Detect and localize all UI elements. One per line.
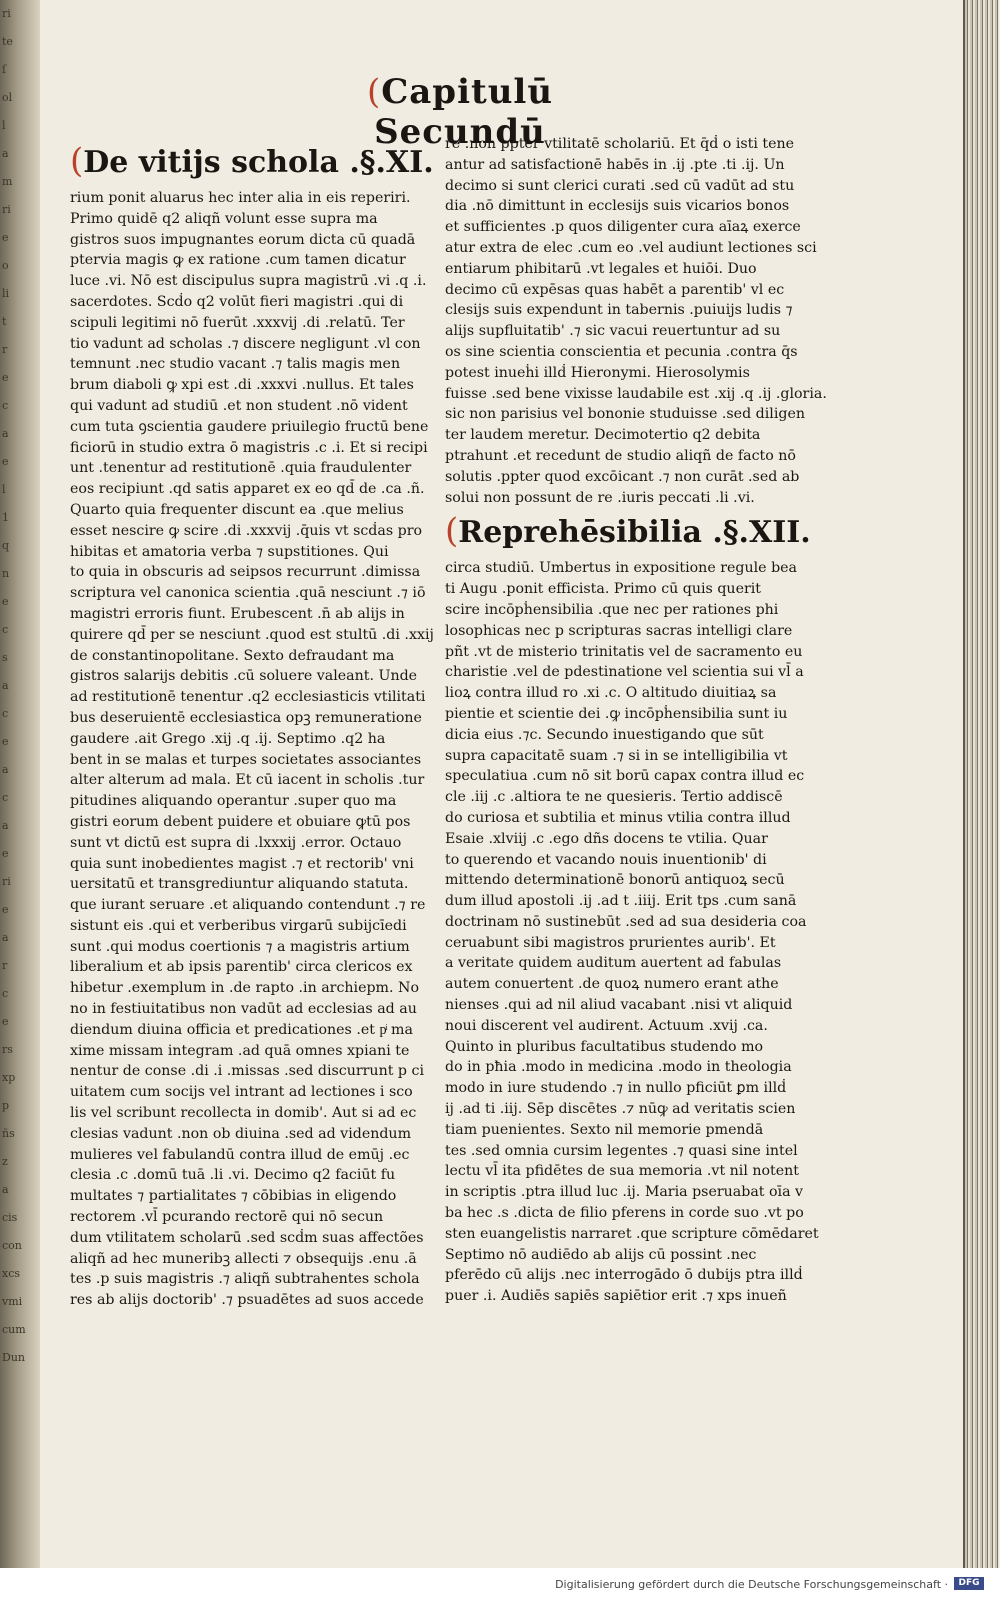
facing-page-fragment [2, 0, 38, 1560]
text-line: speculatiua .cum nō sit borū capax contra illud ec [445, 768, 805, 785]
text-line: gistri eorum debent puidere et obuiare ꝙtū pos [70, 813, 411, 830]
spine-fragment: m [2, 175, 13, 188]
spine-fragment: xp [2, 1071, 16, 1084]
text-line: doctrinam nō sustinebūt .sed ad sua desideria coa [445, 913, 807, 930]
text-line: sunt vt dictū est supra di .lxxxij .error. Octauo [70, 834, 402, 851]
text-line: magistri erroris fiunt. Erubescent .n̄ ab alijs in [70, 605, 405, 622]
text-line: scire incōpḣensibilia .que nec per rationes phi [445, 601, 779, 618]
text-line: aliqñ ad hec muneribꝫ allecti ⁊ obsequijs .enu .ā [70, 1250, 417, 1267]
text-line: xime missam integram .ad quā omnes xpiani te [70, 1042, 410, 1059]
spine-fragment: t [2, 315, 7, 328]
spine-fragment: p [2, 1099, 10, 1112]
spine-fragment: a [2, 1183, 9, 1196]
text-line: sten euangelistis narraret .que scripture cōmēdaret [445, 1225, 819, 1242]
text-line: tio vadunt ad scholas .⁊ discere negligunt .vl con [70, 335, 421, 352]
text-line: lis vel scribunt recollecta in domib'. Aut si ad ec [70, 1105, 417, 1122]
spine-fragment: a [2, 147, 9, 160]
spine-fragment: te [2, 35, 13, 48]
text-line: ter laudem meretur. Decimotertio q2 debita [445, 427, 761, 444]
text-line: gaudere .ait Grego .xij .q .ij. Septimo .q2 ha [70, 730, 386, 747]
text-line: Esaie .xlviij .c .ego dñs docens te vtilia. Quar [445, 830, 768, 847]
spine-fragment: e [2, 847, 9, 860]
text-line: ficiorū in studio extra ō magistris .c .i. Et si recipi [70, 439, 428, 456]
text-line: charistie .vel de pdestinatione vel scientia sui vl̄ a [445, 664, 804, 681]
text-line: gistros suos impugnantes eorum dicta cū quadā [70, 231, 416, 248]
right-column-text-top [445, 134, 827, 508]
spine-fragment: ſ [2, 63, 7, 76]
text-line: noui discerent vel audirent. Actuum .xvij .ca. [445, 1017, 768, 1034]
right-column-text-bottom [445, 558, 819, 1307]
text-line: cle .iij .c .altiora te ne quesieris. Tertio addiscē [445, 789, 783, 806]
spine-fragment: o [2, 259, 9, 272]
running-head-text: Capitulū Secundū [374, 72, 554, 152]
spine-fragment: ri [2, 203, 11, 216]
text-line: esset nescire ꝙ scire .di .xxxvij .q̄uis vt scḋas pro [70, 522, 423, 539]
spine-fragment: e [2, 455, 9, 468]
spine-fragment: vmi [2, 1295, 23, 1308]
text-line: unt .tenentur ad restitutionē .quia fraudulenter [70, 460, 412, 477]
text-line: tiam puenientes. Sexto nil memorie pmendā [445, 1121, 764, 1138]
text-line: lectu vl̄ ita pfidētes de sua memoria .vt nil notent [445, 1163, 799, 1180]
text-line: mulieres vel fabulandū contra illud de emūj .ec [70, 1146, 410, 1163]
page-edges [963, 0, 999, 1580]
right-column [445, 134, 827, 1307]
footer-bar [0, 1568, 1000, 1599]
text-line: no in festiuitatibus non vadūt ad ecclesias ad au [70, 1001, 417, 1018]
spine-fragment: cis [2, 1211, 18, 1224]
text-line: ceruabunt sibi magistros prurientes aurib'. Et [445, 934, 776, 951]
text-line: pferēdo cū alijs .nec interrogādo ō dubijs ptra illḋ [445, 1267, 803, 1284]
spine-fragment: c [2, 399, 9, 412]
text-line: do curiosa et subtilia et minus vtilia contra illud [445, 809, 791, 826]
spine-fragment: Dun [2, 1351, 25, 1364]
section-heading-xii: (Reprehēsibilia .§.XII. [445, 511, 811, 552]
text-line: tes .p suis magistris .⁊ aliqñ subtrahentes schola [70, 1271, 420, 1288]
spine-fragment: rs [2, 1043, 13, 1056]
text-line: puer .i. Audiēs sapiēs sapiētior erit .⁊ xps inueñ [445, 1288, 787, 1305]
book-gutter [0, 0, 40, 1599]
text-line: sistunt eis .qui et verberibus virgarū subijcīedi [70, 917, 407, 934]
text-line: Primo quidē q2 aliqñ volunt esse supra ma [70, 210, 378, 227]
text-line: a veritate quidem auditum auertent ad fabulas [445, 955, 782, 972]
spine-fragment: e [2, 595, 9, 608]
text-line: modo in iure studendo .⁊ in nullo pficiūt ꝑm illḋ [445, 1080, 787, 1097]
text-line: losophicas nec p scripturas sacras intelligi clare [445, 622, 793, 639]
text-line: dum vtilitatem scholarū .sed scḋm suas affectões [70, 1229, 424, 1246]
text-line: pitudines aliquando operantur .super quo ma [70, 793, 397, 810]
spine-fragment: ñs [2, 1127, 15, 1140]
text-line: re .non ppter vtilitatē scholariū. Et q̄ḋ o isti tene [445, 136, 795, 152]
text-line: Quinto in pluribus facultatibus studendo mo [445, 1038, 764, 1055]
text-line: temnunt .nec studio vacant .⁊ talis magis men [70, 356, 401, 373]
rubric-paragraph-mark: ( [445, 511, 459, 552]
left-column [70, 138, 434, 1311]
text-line: sic non parisius vel bononie studuisse .sed diligen [445, 406, 805, 423]
text-line: tes .sed omnia cursim legentes .⁊ quasi sine intel [445, 1142, 798, 1159]
text-line: supra capacitatē suam .⁊ si in se intelligibilia vt [445, 747, 788, 764]
text-line: dia .nō dimittunt in ecclesijs suis vicarios bonos [445, 198, 790, 215]
text-line: liberalium et ab ipsis parentib' circa clericos ex [70, 959, 413, 976]
text-line: alter alterum ad mala. Et cū iacent in scholis .tur [70, 772, 425, 789]
text-line: decimo cū expēsas quas habēt a parentib' vl ec [445, 281, 785, 298]
text-line: de constantinopolitane. Sexto defraudant ma [70, 647, 395, 664]
text-line: quia sunt inobedientes magist .⁊ et rectorib' vni [70, 855, 414, 872]
text-line: que iurant seruare .et aliquando contendunt .⁊ re [70, 897, 426, 914]
text-line: ad restitutionē tenentur .q2 ecclesiasticis vtilitati [70, 689, 426, 706]
spine-fragment: a [2, 931, 9, 944]
spine-fragment: a [2, 679, 9, 692]
text-line: ba hec .s .dicta de filio pferens in corde suo .vt po [445, 1205, 804, 1222]
spine-fragment: ri [2, 875, 11, 888]
spine-fragment: a [2, 427, 9, 440]
text-line: eos recipiunt .qd satis apparet ex eo qd̄ de .ca .ñ. [70, 481, 425, 498]
spine-fragment: n [2, 567, 10, 580]
text-line: pientie et scientie dei .ꝙ incōpḣensibilia sunt iu [445, 705, 788, 722]
spine-fragment: a [2, 763, 9, 776]
rubric-paragraph-mark: ( [366, 72, 382, 112]
text-line: scriptura vel canonica scientia .quā nesciunt .⁊ iō [70, 585, 426, 602]
spine-fragment: c [2, 791, 9, 804]
text-line: nentur de conse .di .i .missas .sed discurrunt p ci [70, 1063, 424, 1080]
text-line: bus deseruientē ecclesiastica opꝫ remuneratione [70, 709, 422, 726]
text-line: atur extra de elec .cum eo .vel audiunt lectiones sci [445, 239, 817, 256]
text-line: sunt .qui modus coertionis ⁊ a magistris artium [70, 938, 410, 955]
spine-fragment: c [2, 707, 9, 720]
text-line: rectorem .vl̄ pcurando rectorē qui nō secun [70, 1209, 384, 1226]
text-line: mittendo determinationē bonorū antiquoꝝ secū [445, 872, 785, 889]
text-line: circa studiū. Umbertus in expositione regule bea [445, 560, 797, 577]
text-line: sacerdotes. Scḋo q2 volūt fieri magistri .qui di [70, 293, 404, 310]
spine-fragment: r [2, 343, 8, 356]
text-line: cum tuta ꝯscientia gaudere priuilegio fructū bene [70, 418, 429, 435]
spine-fragment: con [2, 1239, 22, 1252]
text-line: multates ⁊ partialitates ⁊ cōbibias in eligendo [70, 1188, 397, 1205]
text-line: solutis .ppter quod excōicant .⁊ non curāt .sed ab [445, 468, 800, 485]
text-line: res ab alijs doctorib' .⁊ psuadētes ad suos accede [70, 1292, 424, 1309]
text-line: uitatem cum socijs vel intrant ad lectiones i sco [70, 1084, 413, 1101]
funding-credit: Digitalisierung gefördert durch die Deutsche Forschungsgemeinschaft · [555, 1578, 948, 1591]
text-line: pñt .vt de misterio trinitatis vel de sacramento eu [445, 643, 803, 660]
text-line: uersitatū et transgrediuntur aliquando statuta. [70, 876, 409, 893]
text-line: alijs supfluitatib' .⁊ sic vacui reuertuntur ad su [445, 323, 781, 340]
text-line: Quarto quia frequenter discunt ea .que melius [70, 501, 404, 518]
spine-fragment: r [2, 959, 8, 972]
text-line: clesia .c .domū tuā .li .vi. Decimo q2 faciūt fu [70, 1167, 396, 1184]
text-line: to quia in obscuris ad seipsos recurrunt .dimissa [70, 564, 421, 581]
spine-fragment: e [2, 903, 9, 916]
text-line: quirere qd̄ per se nesciunt .quod est stultū .di .xxij [70, 626, 434, 643]
text-line: autem conuertent .de quoꝝ numero erant athe [445, 976, 779, 993]
spine-fragment: 1 [2, 511, 9, 524]
spine-fragment: e [2, 371, 9, 384]
spine-fragment: l [2, 483, 6, 496]
spine-fragment: ri [2, 7, 11, 20]
text-line: solui non possunt de re .iuris peccati .li .vi. [445, 489, 755, 506]
text-line: scipuli legitimi nō fuerūt .xxxvij .di .relatū. Ter [70, 314, 405, 331]
text-line: Septimo nō audiēdo ab alijs cū possint .nec [445, 1246, 757, 1263]
text-line: dum illud apostoli .ij .ad t .iiij. Erit tps .cum sanā [445, 893, 797, 910]
spine-fragment: c [2, 623, 9, 636]
text-line: ti Augu .ponit efficista. Primo cū quis querit [445, 581, 761, 598]
text-line: ptervia magis ꝙ ex ratione .cum tamen dicatur [70, 252, 406, 269]
text-line: potest inueḣi illḋ Hieronymi. Hierosolymis [445, 364, 750, 381]
rubric-paragraph-mark: ( [70, 141, 84, 181]
spine-fragment: e [2, 1015, 9, 1028]
dfg-logo: DFG [954, 1577, 984, 1590]
text-line: os sine scientia conscientia et pecunia .contra q̄s [445, 343, 798, 360]
text-line: decimo si sunt clerici curati .sed cū vadūt ad stu [445, 177, 795, 194]
left-column-text [70, 188, 434, 1311]
text-line: dicia eius .⁊c. Secundo inuestigando que sūt [445, 726, 764, 743]
spine-fragment: q [2, 539, 10, 552]
text-line: fuisse .sed bene vixisse laudabile est .xij .q .ij .gloria. [445, 385, 827, 402]
text-line: diendum diuina officia et predicationes .et pͥ ma [70, 1021, 413, 1038]
text-line: do in pħia .modo in medicina .modo in theologia [445, 1059, 792, 1076]
text-line: qui vadunt ad studiū .et non student .nō vident [70, 397, 408, 414]
text-line: lioꝝ contra illud ro .xi .c. O altitudo diuitiaꝝ sa [445, 685, 777, 702]
text-line: clesijs suis expendunt in tabernis .puiuijs ludis ⁊ [445, 302, 793, 319]
spine-fragment: li [2, 287, 10, 300]
text-line: ij .ad ti .iij. Sēp discētes .⁊ nūꝙ ad veritatis scien [445, 1101, 796, 1118]
spine-fragment: e [2, 231, 9, 244]
text-line: antur ad satisfactionē habēs in .ij .pte .ti .ij. Un [445, 156, 785, 173]
text-line: to querendo et vacando nouis inuentionib' di [445, 851, 767, 868]
text-line: rium ponit aluarus hec inter alia in eis reperiri. [70, 190, 411, 206]
spine-fragment: s [2, 651, 8, 664]
text-line: bent in se malas et turpes societates associantes [70, 751, 422, 768]
text-line: clesias vadunt .non ob diuina .sed ad videndum [70, 1125, 412, 1142]
text-line: in scriptis .ptra illud luc .ij. Maria pseruabat oīa v [445, 1184, 804, 1201]
text-line: hibitas et amatoria verba ⁊ supstitiones. Qui [70, 543, 389, 560]
text-line: brum diaboli ꝙ xpi est .di .xxxvi .nullus. Et tales [70, 377, 414, 394]
spine-fragment: cum [2, 1323, 26, 1336]
text-line: nienses .qui ad nil aliud vacabant .nisi vt aliquid [445, 997, 793, 1014]
section-heading-xi: (De vitijs schola .§.XI. [70, 141, 434, 181]
spine-fragment: ol [2, 91, 13, 104]
spine-fragment: c [2, 987, 9, 1000]
spine-fragment: l [2, 119, 6, 132]
spine-fragment: z [2, 1155, 8, 1168]
spine-fragment: e [2, 735, 9, 748]
text-line: et sufficientes .p quos diligenter cura aīaꝝ exerce [445, 219, 801, 236]
text-line: ptrahunt .et recedunt de studio aliqñ de facto nō [445, 447, 796, 464]
text-line: entiarum phibitarū .vt legales et huiōi. Duo [445, 260, 757, 277]
spine-fragment: a [2, 819, 9, 832]
text-line: luce .vi. Nō est discipulus supra magistrū .vi .q .i. [70, 273, 427, 290]
text-line: hibetur .exemplum in .de rapto .in archiepm. No [70, 980, 419, 997]
text-line: gistros salarijs debitis .cū soluere valeant. Unde [70, 668, 418, 685]
spine-fragment: xcs [2, 1267, 21, 1280]
